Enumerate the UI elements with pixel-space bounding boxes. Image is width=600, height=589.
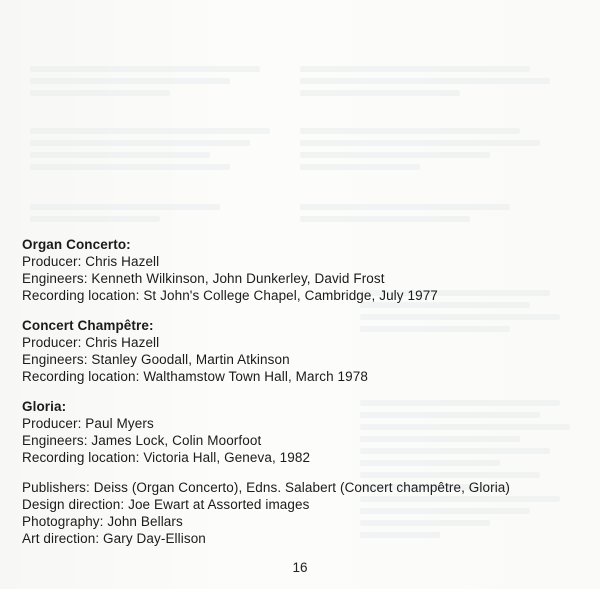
gloria-section [22,398,582,466]
publishers-line: Publishers: Deiss (Organ Concerto), Edns. Salabert (Concert champêtre, Gloria) [22,480,510,495]
photography-line: Photography: John Bellars [22,514,183,529]
producer-line: Producer: Chris Hazell [22,254,160,269]
recording-location-line: Recording location: Victoria Hall, Geneva, 1982 [22,450,311,465]
engineers-line: Engineers: Stanley Goodall, Martin Atkinson [22,352,290,367]
recording-location-line: Recording location: St John's College Chapel, Cambridge, July 1977 [22,288,438,303]
section-heading: Organ Concerto: [22,237,131,252]
producer-line: Producer: Paul Myers [22,416,154,431]
engineers-line: Engineers: James Lock, Colin Moorfoot [22,433,262,448]
design-direction-line: Design direction: Joe Ewart at Assorted images [22,497,310,512]
section-heading: Gloria: [22,399,67,414]
producer-line: Producer: Chris Hazell [22,335,160,350]
recording-location-line: Recording location: Walthamstow Town Hall, March 1978 [22,369,368,384]
engineers-line: Engineers: Kenneth Wilkinson, John Dunkerley, David Frost [22,271,385,286]
concert-champetre-section [22,317,582,385]
credits-block [22,236,582,560]
art-direction-line: Art direction: Gary Day-Ellison [22,531,206,546]
page-number: 16 [292,560,308,575]
section-heading: Concert Champêtre: [22,318,154,333]
general-credits-section [22,479,582,547]
organ-concerto-section [22,236,582,304]
